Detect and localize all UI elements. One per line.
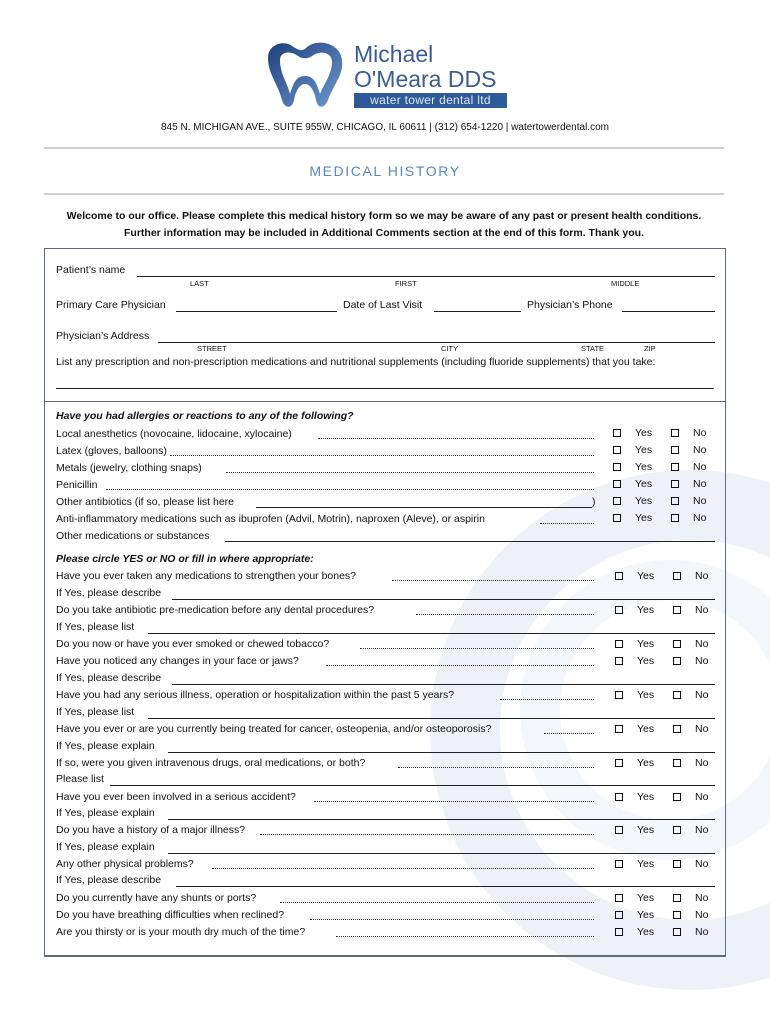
leader-dots [226,472,594,473]
no-checkbox[interactable] [673,826,681,834]
no-checkbox[interactable] [673,928,681,936]
allergy-item: Latex (gloves, balloons) [56,445,167,457]
no-label: No [693,478,707,490]
question: Do you now or have you ever smoked or chewed tobacco? [56,638,330,650]
no-label: No [695,570,709,582]
yes-checkbox[interactable] [615,606,623,614]
question: Have you noticed any changes in your face or jaws? [56,655,299,667]
yes-label: Yes [637,638,655,650]
no-checkbox[interactable] [671,497,679,505]
physician-address-field[interactable] [158,342,715,343]
questions-heading: Please circle YES or NO or fill in where appropriate: [56,553,314,565]
no-label: No [695,892,709,904]
physician-phone-label: Physician’s Phone [527,299,613,311]
welcome-line-1: Welcome to our office. Please complete this medical history form so we may be aware of any past or present health conditions. [66,210,702,222]
no-checkbox[interactable] [673,691,681,699]
yes-checkbox[interactable] [615,911,623,919]
no-checkbox[interactable] [673,657,681,665]
no-checkbox[interactable] [671,480,679,488]
question: Any other physical problems? [56,858,194,870]
yes-checkbox[interactable] [615,725,623,733]
yes-label: Yes [635,444,653,456]
leader-dots [392,580,594,581]
last-visit-field[interactable] [434,311,521,312]
followup-field[interactable] [172,599,715,600]
no-checkbox[interactable] [671,429,679,437]
question: Have you ever taken any medications to strengthen your bones? [56,570,357,582]
physician-label: Primary Care Physician [56,299,166,311]
other-antibiotics-field[interactable] [256,507,592,508]
followup-field[interactable] [110,785,715,786]
yes-label: Yes [637,723,655,735]
logo-line-1: Michael [354,41,434,67]
medications-label: List any prescription and non-prescription medications and nutritional supplements (including fluoride supplements) that you take: [56,356,656,368]
yes-label: Yes [637,858,655,870]
no-label: No [693,427,707,439]
yes-label: Yes [637,824,655,836]
yes-checkbox[interactable] [615,894,623,902]
no-label: No [695,791,709,803]
yes-label: Yes [637,604,655,616]
other-medications-field[interactable] [225,541,715,542]
title-divider [44,193,724,195]
leader-dots [544,733,594,734]
patient-name-field[interactable] [137,276,715,277]
question: Do you currently have any shunts or ports? [56,892,257,904]
no-checkbox[interactable] [673,911,681,919]
followup-label: If Yes, please explain [56,841,155,853]
allergy-item: Local anesthetics (novocaine, lidocaine, xylocaine) [56,428,292,440]
yes-label: Yes [635,478,653,490]
physician-field[interactable] [176,311,337,312]
yes-checkbox[interactable] [613,463,621,471]
no-checkbox[interactable] [673,894,681,902]
yes-label: Yes [637,791,655,803]
yes-label: Yes [635,512,653,524]
yes-checkbox[interactable] [613,446,621,454]
section-divider [44,401,726,402]
leader-dots [398,767,594,768]
no-label: No [695,858,709,870]
leader-dots [280,902,594,903]
yes-label: Yes [635,461,653,473]
leader-dots [540,523,594,524]
yes-checkbox[interactable] [615,793,623,801]
no-label: No [695,723,709,735]
medications-field[interactable] [56,388,714,389]
no-label: No [693,461,707,473]
allergy-item: Anti-inflammatory medications such as ibuprofen (Advil, Motrin), naproxen (Aleve), or aspirin [56,513,485,525]
followup-field[interactable] [168,752,715,753]
yes-checkbox[interactable] [615,860,623,868]
question: Do you have breathing difficulties when reclined? [56,909,285,921]
followup-field[interactable] [168,819,715,820]
followup-label: If Yes, please explain [56,740,155,752]
yes-checkbox[interactable] [615,928,623,936]
question: Do you take antibiotic pre-medication before any dental procedures? [56,604,375,616]
yes-checkbox[interactable] [613,480,621,488]
no-label: No [695,824,709,836]
no-label: No [695,689,709,701]
tooth-logo-icon [262,40,348,112]
no-label: No [693,444,707,456]
question: If so, were you given intravenous drugs, oral medications, or both? [56,757,366,769]
no-checkbox[interactable] [673,572,681,580]
question: Have you ever been involved in a serious accident? [56,791,296,803]
question: Have you ever or are you currently being treated for cancer, osteopenia, and/or osteoporosis? [56,723,492,735]
followup-field[interactable] [172,684,715,685]
yes-checkbox[interactable] [615,657,623,665]
logo-tagline: water tower dental ltd [354,93,507,108]
other-medications-label: Other medications or substances [56,530,210,542]
leader-dots [318,438,594,439]
logo-line-2: O'Meara DDS [354,66,497,92]
followup-label: If Yes, please describe [56,587,162,599]
followup-field[interactable] [148,633,715,634]
leader-dots [336,936,594,937]
no-label: No [695,655,709,667]
followup-label: Please list [56,773,104,785]
leader-dots [314,801,594,802]
yes-label: Yes [637,655,655,667]
followup-label: If Yes, please list [56,706,135,718]
no-label: No [695,757,709,769]
yes-checkbox[interactable] [613,514,621,522]
yes-label: Yes [637,689,655,701]
page-title: MEDICAL HISTORY [309,163,461,179]
followup-field[interactable] [176,886,715,887]
yes-checkbox[interactable] [615,640,623,648]
first-name-caption: FIRST [395,279,417,288]
yes-checkbox[interactable] [615,572,623,580]
question: Are you thirsty or is your mouth dry much of the time? [56,926,306,938]
middle-name-caption: MIDDLE [611,279,640,288]
city-caption: CITY [441,344,459,353]
logo-name [354,42,496,92]
followup-field[interactable] [168,853,715,854]
leader-dots [360,648,594,649]
no-label: No [695,638,709,650]
allergy-item: Penicillin [56,479,98,491]
street-caption: STREET [197,344,227,353]
no-checkbox[interactable] [673,725,681,733]
yes-label: Yes [637,892,655,904]
no-checkbox[interactable] [671,446,679,454]
leader-dots [106,489,594,490]
allergy-item: Metals (jewelry, clothing snaps) [56,462,202,474]
followup-field[interactable] [148,718,715,719]
yes-label: Yes [635,427,653,439]
leader-dots [500,699,594,700]
no-label: No [693,495,707,507]
yes-checkbox[interactable] [615,759,623,767]
leader-dots [260,834,594,835]
leader-dots [212,868,594,869]
leader-dots [326,665,594,666]
yes-checkbox[interactable] [613,429,621,437]
no-checkbox[interactable] [673,793,681,801]
no-checkbox[interactable] [673,759,681,767]
patient-name-label: Patient’s name [56,264,126,276]
followup-label: If Yes, please describe [56,874,162,886]
yes-label: Yes [635,495,653,507]
zip-caption: ZIP [644,344,656,353]
header-divider [44,147,724,149]
practice-logo [262,40,522,112]
paren-close: ) [592,496,596,508]
welcome-line-2: Further information may be included in Additional Comments section at the end of this form. Thank you. [124,227,644,239]
state-caption: STATE [581,344,605,353]
question: Do you have a history of a major illness? [56,824,246,836]
no-label: No [695,909,709,921]
yes-checkbox[interactable] [613,497,621,505]
welcome-text [44,208,724,242]
leader-dots [170,455,594,456]
question: Have you had any serious illness, operation or hospitalization within the past 5 years? [56,689,455,701]
no-label: No [693,512,707,524]
no-checkbox[interactable] [673,606,681,614]
no-checkbox[interactable] [671,463,679,471]
no-checkbox[interactable] [673,860,681,868]
physician-address-label: Physician’s Address [56,330,150,342]
leader-dots [416,614,594,615]
yes-label: Yes [637,909,655,921]
yes-label: Yes [637,570,655,582]
leader-dots [310,919,594,920]
yes-label: Yes [637,757,655,769]
no-label: No [695,604,709,616]
followup-label: If Yes, please list [56,621,135,633]
followup-label: If Yes, please explain [56,807,155,819]
last-visit-label: Date of Last Visit [343,299,423,311]
no-label: No [695,926,709,938]
allergies-heading: Have you had allergies or reactions to any of the following? [56,410,354,422]
last-name-caption: LAST [190,279,209,288]
followup-label: If Yes, please describe [56,672,162,684]
yes-label: Yes [637,926,655,938]
allergy-item: Other antibiotics (if so, please list here [56,496,234,508]
no-checkbox[interactable] [671,514,679,522]
physician-phone-field[interactable] [622,311,715,312]
yes-checkbox[interactable] [615,826,623,834]
practice-address: 845 N. MICHIGAN AVE., SUITE 955W, CHICAGO, IL 60611 | (312) 654-1220 | watertowerdental.com [161,122,609,133]
yes-checkbox[interactable] [615,691,623,699]
no-checkbox[interactable] [673,640,681,648]
